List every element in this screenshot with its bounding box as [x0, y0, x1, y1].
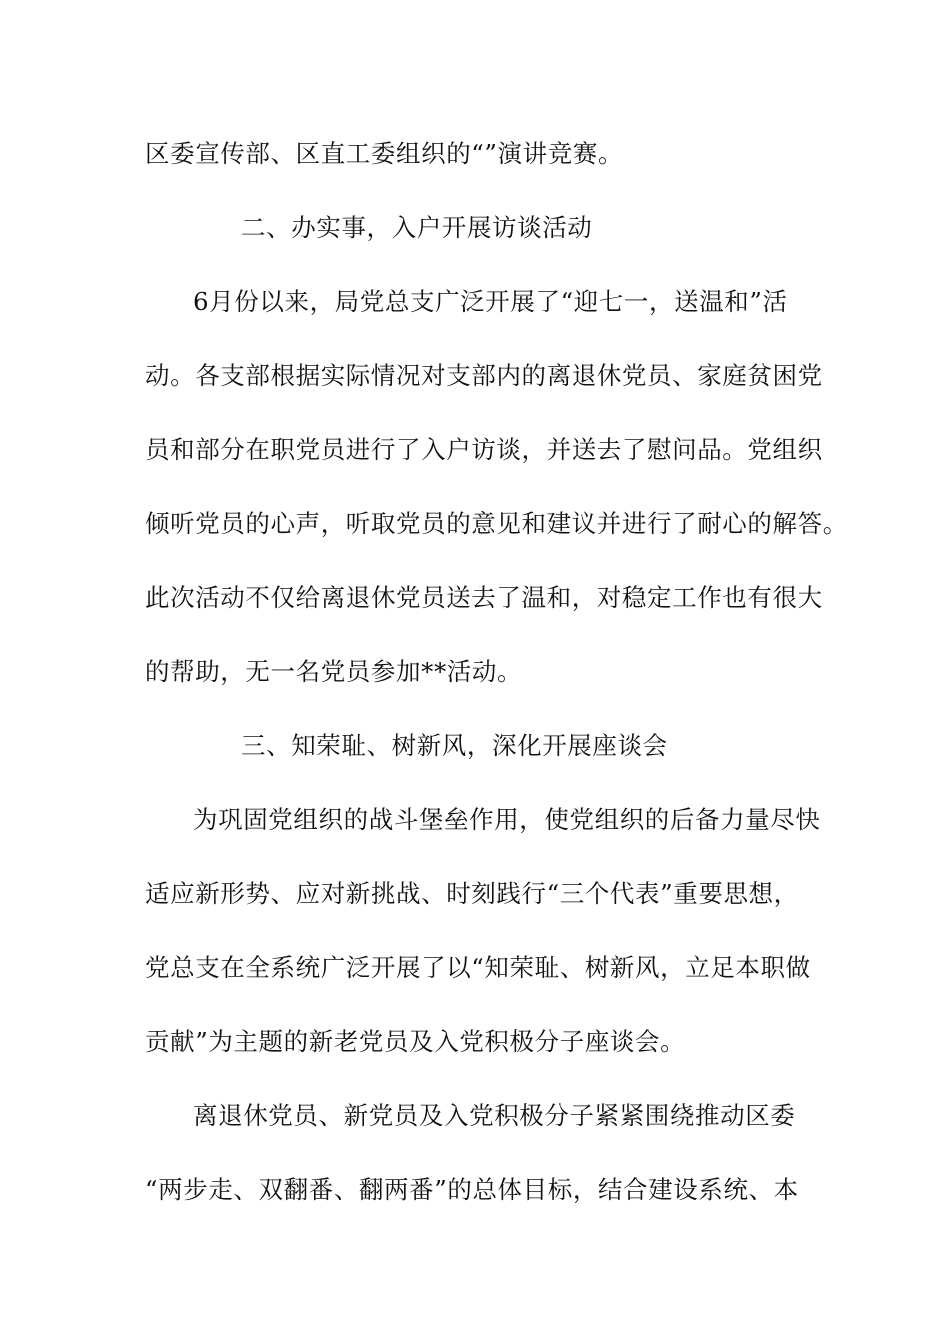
paragraph-line: “两步走、双翻番、翻两番”的总体目标，结合建设系统、本: [145, 1175, 799, 1204]
paragraph-line: 的帮助，无一名党员参加**活动。: [145, 657, 523, 686]
section-heading-3: 三、知荣耻、树新风，深化开展座谈会: [241, 731, 668, 760]
paragraph-line: 党总支在全系统广泛开展了以“知荣耻、树新风，立足本职做: [145, 953, 811, 982]
paragraph-line: 离退休党员、新党员及入党积极分子紧紧围绕推动区委: [193, 1101, 796, 1130]
paragraph-line: 6月份以来，局党总支广泛开展了“迎七一，送温和”活: [193, 287, 788, 316]
paragraph-line: 员和部分在职党员进行了入户访谈，并送去了慰问品。党组织: [145, 435, 823, 464]
paragraph-line: 此次活动不仅给离退休党员送去了温和，对稳定工作也有很大: [145, 583, 823, 612]
paragraph-line: 适应新形势、应对新挑战、时刻践行“三个代表”重要思想，: [145, 879, 799, 908]
paragraph-line: 倾听党员的心声，听取党员的意见和建议并进行了耐心的解答。: [145, 509, 848, 538]
paragraph-line: 动。各支部根据实际情况对支部内的离退休党员、家庭贫困党: [145, 361, 823, 390]
paragraph-line: 贡献”为主题的新老党员及入党积极分子座谈会。: [145, 1027, 686, 1056]
paragraph-line: 为巩固党组织的战斗堡垒作用，使党组织的后备力量尽快: [193, 805, 821, 834]
paragraph-line: 区委宣传部、区直工委组织的“”演讲竞赛。: [145, 139, 624, 168]
section-heading-2: 二、办实事，入户开展访谈活动: [241, 213, 593, 242]
